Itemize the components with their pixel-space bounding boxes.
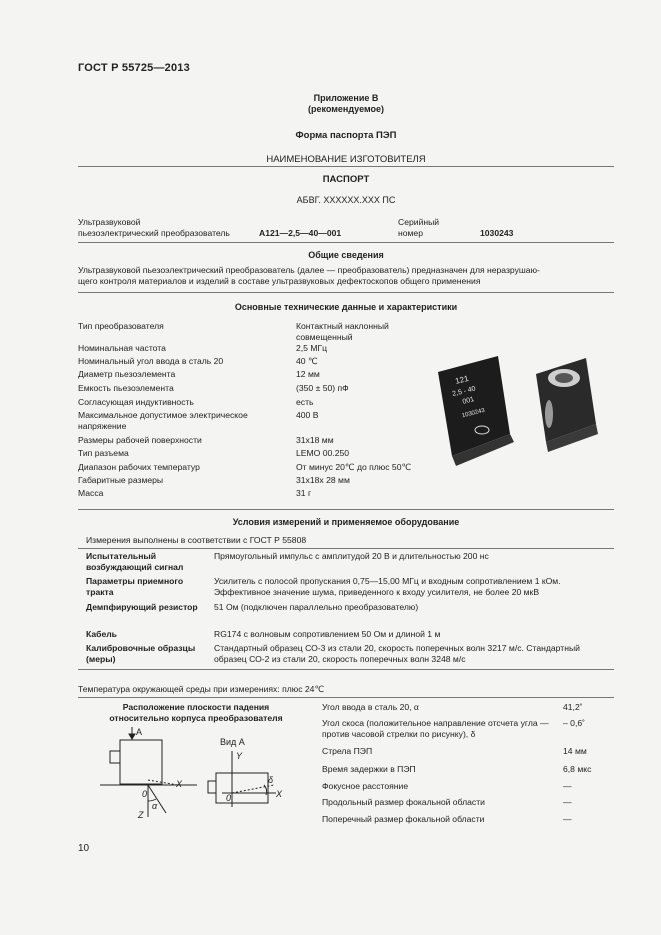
geometry-value: — <box>563 797 572 807</box>
label-y: Y <box>236 751 243 761</box>
label-alpha: α <box>152 801 158 811</box>
type-label-2: пьезоэлектрический преобразователь <box>78 228 230 238</box>
view-arrow-head <box>129 734 135 739</box>
label-a: А <box>136 727 143 737</box>
label-z: Z <box>138 810 144 820</box>
serial-label-2: номер <box>398 228 423 238</box>
geometry-label: Фокусное расстояние <box>322 781 409 791</box>
spec-label: Тип разъема <box>78 448 129 458</box>
spec-label: Диапазон рабочих температур <box>78 462 200 472</box>
condition-label: Испытательный возбуждающий сигнал <box>86 551 184 572</box>
condition-value: RG174 с волновым сопротивлением 50 Ом и длиной 1 м <box>214 629 441 639</box>
manufacturer-name: НАИМЕНОВАНИЕ ИЗГОТОВИТЕЛЯ <box>266 154 426 165</box>
page-number: 10 <box>78 843 90 854</box>
spec-label: Согласующая индуктивность <box>78 397 194 407</box>
divider <box>78 697 614 698</box>
view-label: Вид А <box>220 737 245 747</box>
passport-title: ПАСПОРТ <box>322 174 370 185</box>
transducer-photo <box>428 338 614 470</box>
general-heading: Общие сведения <box>308 250 384 260</box>
spec-label: Размеры рабочей поверхности <box>78 435 202 445</box>
type-label-1: Ультразвуковой <box>78 217 141 227</box>
spec-label: Максимальное допустимое электрическое напряжение <box>78 410 248 431</box>
spec-value: 40 ℃ <box>296 356 318 366</box>
geometry-value: 6,8 мкс <box>563 764 592 774</box>
spec-value: (350 ± 50) пФ <box>296 383 349 393</box>
label-delta: δ <box>268 775 274 785</box>
condition-value: Прямоугольный импульс с амплитудой 20 В и длительностью 200 нс <box>214 551 489 561</box>
general-text-2: щего контроля материалов и изделий в составе ультразвуковых дефектоскопов общего применения <box>78 276 481 286</box>
form-title: Форма паспорта ПЭП <box>295 130 397 141</box>
spec-label: Тип преобразователя <box>78 321 164 331</box>
spec-value: 31 г <box>296 488 312 498</box>
spec-label: Номинальная частота <box>78 343 166 353</box>
condition-label: Параметры приемного тракта <box>86 576 184 597</box>
conditions-heading: Условия измерений и применяемое оборудование <box>232 517 460 527</box>
condition-label: Кабель <box>86 629 117 639</box>
transducer-side-outline <box>120 740 162 784</box>
spec-value: 2,5 МГц <box>296 343 328 353</box>
diagram-title-1: Расположение плоскости падения <box>122 702 270 712</box>
divider <box>78 166 614 167</box>
label-x-side: X <box>176 779 183 789</box>
condition-value: 51 Ом (подключен параллельно преобразователю) <box>214 602 419 612</box>
spec-value: LEMO 00.250 <box>296 448 350 458</box>
standard-header: ГОСТ Р 55725—2013 <box>78 62 190 74</box>
spec-value: Контактный наклонный совмещенный <box>296 321 389 342</box>
condition-label: Демпфирующий резистор <box>86 602 198 612</box>
serial-number: 1030243 <box>480 228 514 238</box>
geometry-label: Стрела ПЭП <box>322 746 373 756</box>
conditions-intro: Измерения выполнены в соответствии с ГОСТ Р 55808 <box>86 535 307 545</box>
spec-value: 31x18x 28 мм <box>296 475 350 485</box>
connector-outline <box>110 751 120 763</box>
divider <box>78 669 614 670</box>
diagram-title-2: относительно корпуса преобразователя <box>109 713 283 723</box>
spec-label: Номинальный угол ввода в сталь 20 <box>78 356 224 366</box>
label-zero-top: 0 <box>226 793 232 803</box>
divider <box>78 242 614 243</box>
transducer-side-highlight <box>545 400 553 428</box>
geometry-value: 14 мм <box>563 746 587 756</box>
label-x-top: X <box>276 789 283 799</box>
appendix-title: Приложение В <box>313 93 379 103</box>
divider <box>78 509 614 510</box>
general-text-1: Ультразвуковой пьезоэлектрический преобразователь (далее — преобразователь) предназначен для неразрушаю- <box>78 265 540 275</box>
spec-label: Емкость пьезоэлемента <box>78 383 174 393</box>
geometry-label: Время задержки в ПЭП <box>322 764 416 774</box>
spec-label: Масса <box>78 488 104 498</box>
transducer-label-params: 2,5 - 40 <box>451 385 477 398</box>
geometry-label: Поперечный размер фокальной области <box>322 814 485 824</box>
incidence-plane-diagram <box>92 725 302 827</box>
connector-socket-icon <box>555 373 573 383</box>
condition-value: Усилитель с полосой пропускания 0,75—15,00 МГц и входным сопротивлением 1 кОм. Эффективное значение шума, приведенного к входу усилителя, не более 20 мкВ <box>214 576 561 597</box>
geometry-label: Угол скоса (положительное направление отсчета угла — против часовой стрелки по рисунку), δ <box>322 718 549 739</box>
condition-value: Стандартный образец СО-3 из стали 20, скорость поперечных волн 3217 м/с. Стандартный образец СО-2 из стали 20, скорость поперечных волн 3248 м/с <box>214 643 580 664</box>
label-zero-side: 0 <box>142 789 148 799</box>
side-view <box>100 727 197 817</box>
condition-label: Калибровочные образцы (меры) <box>86 643 196 664</box>
spec-value: От минус 20℃ до плюс 50℃ <box>296 462 412 472</box>
transducer-label-index: 001 <box>461 396 475 406</box>
spec-value: 12 мм <box>296 369 320 379</box>
spec-label: Диаметр пьезоэлемента <box>78 369 176 379</box>
geometry-value: — <box>563 814 572 824</box>
geometry-label: Продольный размер фокальной области <box>322 797 485 807</box>
geometry-label: Угол ввода в сталь 20, α <box>322 702 419 712</box>
geometry-value: — <box>563 781 572 791</box>
spec-value: есть <box>296 397 314 407</box>
spec-value: 400 В <box>296 410 319 420</box>
divider <box>78 292 614 293</box>
spec-label: Габаритные размеры <box>78 475 164 485</box>
ambient-temperature: Температура окружающей среды при измерениях: плюс 24℃ <box>78 684 325 694</box>
geometry-value: – 0,6˚ <box>563 718 585 728</box>
appendix-subtitle: (рекомендуемое) <box>308 104 384 114</box>
model-code: А121—2,5—40—001 <box>259 228 342 238</box>
divider <box>78 548 614 549</box>
spec-value: 31x18 мм <box>296 435 334 445</box>
specs-heading: Основные технические данные и характеристики <box>234 302 458 312</box>
connector-top-outline <box>208 781 216 793</box>
geometry-value: 41,2˚ <box>563 702 583 712</box>
transducer-label-model: 121 <box>454 373 470 386</box>
transducer-label-serial: 1030243 <box>461 407 486 420</box>
passport-code: АБВГ. XXXXXX.XXX ПС <box>296 195 396 205</box>
serial-label-1: Серийный <box>398 217 440 227</box>
